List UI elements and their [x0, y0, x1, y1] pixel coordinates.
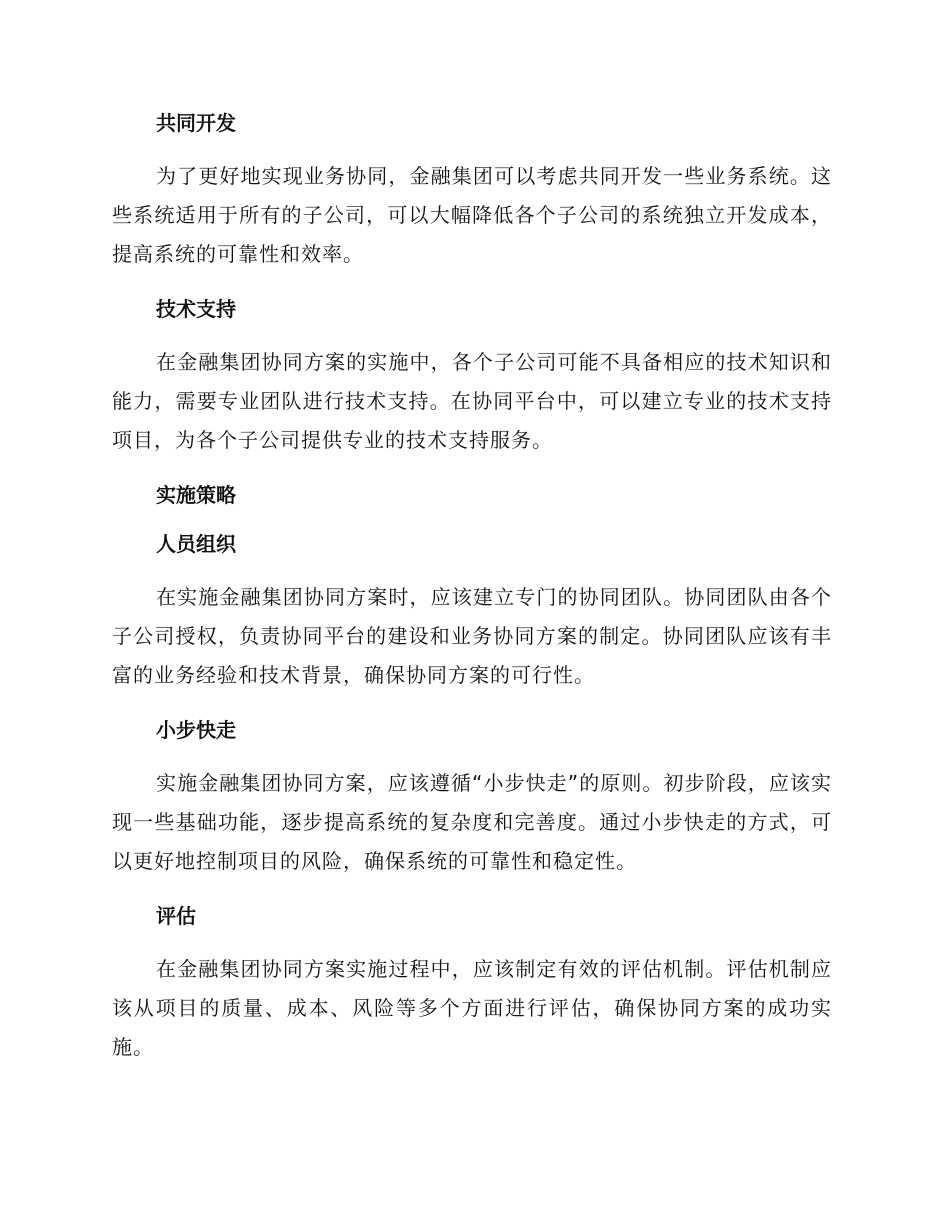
section-paragraph-small-steps: 实施金融集团协同方案，应该遵循“小步快走”的原则。初步阶段，应该实现一些基础功能，逐步提高系统的复杂度和完善度。通过小步快走的方式，可以更好地控制项目的风险，确保系统的可靠性和稳定性。	[112, 771, 832, 873]
section-heading-evaluation: 评估	[156, 904, 196, 928]
section-paragraph-staffing: 在实施金融集团协同方案时，应该建立专门的协同团队。协同团队由各个子公司授权，负责协同平台的建设和业务协同方案的制定。协同团队应该有丰富的业务经验和技术背景，确保协同方案的可行性。	[112, 585, 832, 687]
section-paragraph-evaluation: 在金融集团协同方案实施过程中，应该制定有效的评估机制。评估机制应该从项目的质量、成本、风险等多个方面进行评估，确保协同方案的成功实施。	[112, 957, 832, 1059]
section-paragraph-co-development: 为了更好地实现业务协同，金融集团可以考虑共同开发一些业务系统。这些系统适用于所有的子公司，可以大幅降低各个子公司的系统独立开发成本，提高系统的可靠性和效率。	[112, 164, 832, 266]
section-heading-staffing: 人员组织	[156, 532, 236, 556]
section-heading-small-steps: 小步快走	[156, 718, 236, 742]
section-heading-implementation-strategy: 实施策略	[156, 483, 236, 507]
section-heading-tech-support: 技术支持	[156, 297, 236, 321]
document-body	[112, 108, 832, 1087]
section-paragraph-tech-support: 在金融集团协同方案的实施中，各个子公司可能不具备相应的技术知识和能力，需要专业团队进行技术支持。在协同平台中，可以建立专业的技术支持项目，为各个子公司提供专业的技术支持服务。	[112, 350, 832, 452]
section-heading-co-development: 共同开发	[156, 111, 236, 135]
